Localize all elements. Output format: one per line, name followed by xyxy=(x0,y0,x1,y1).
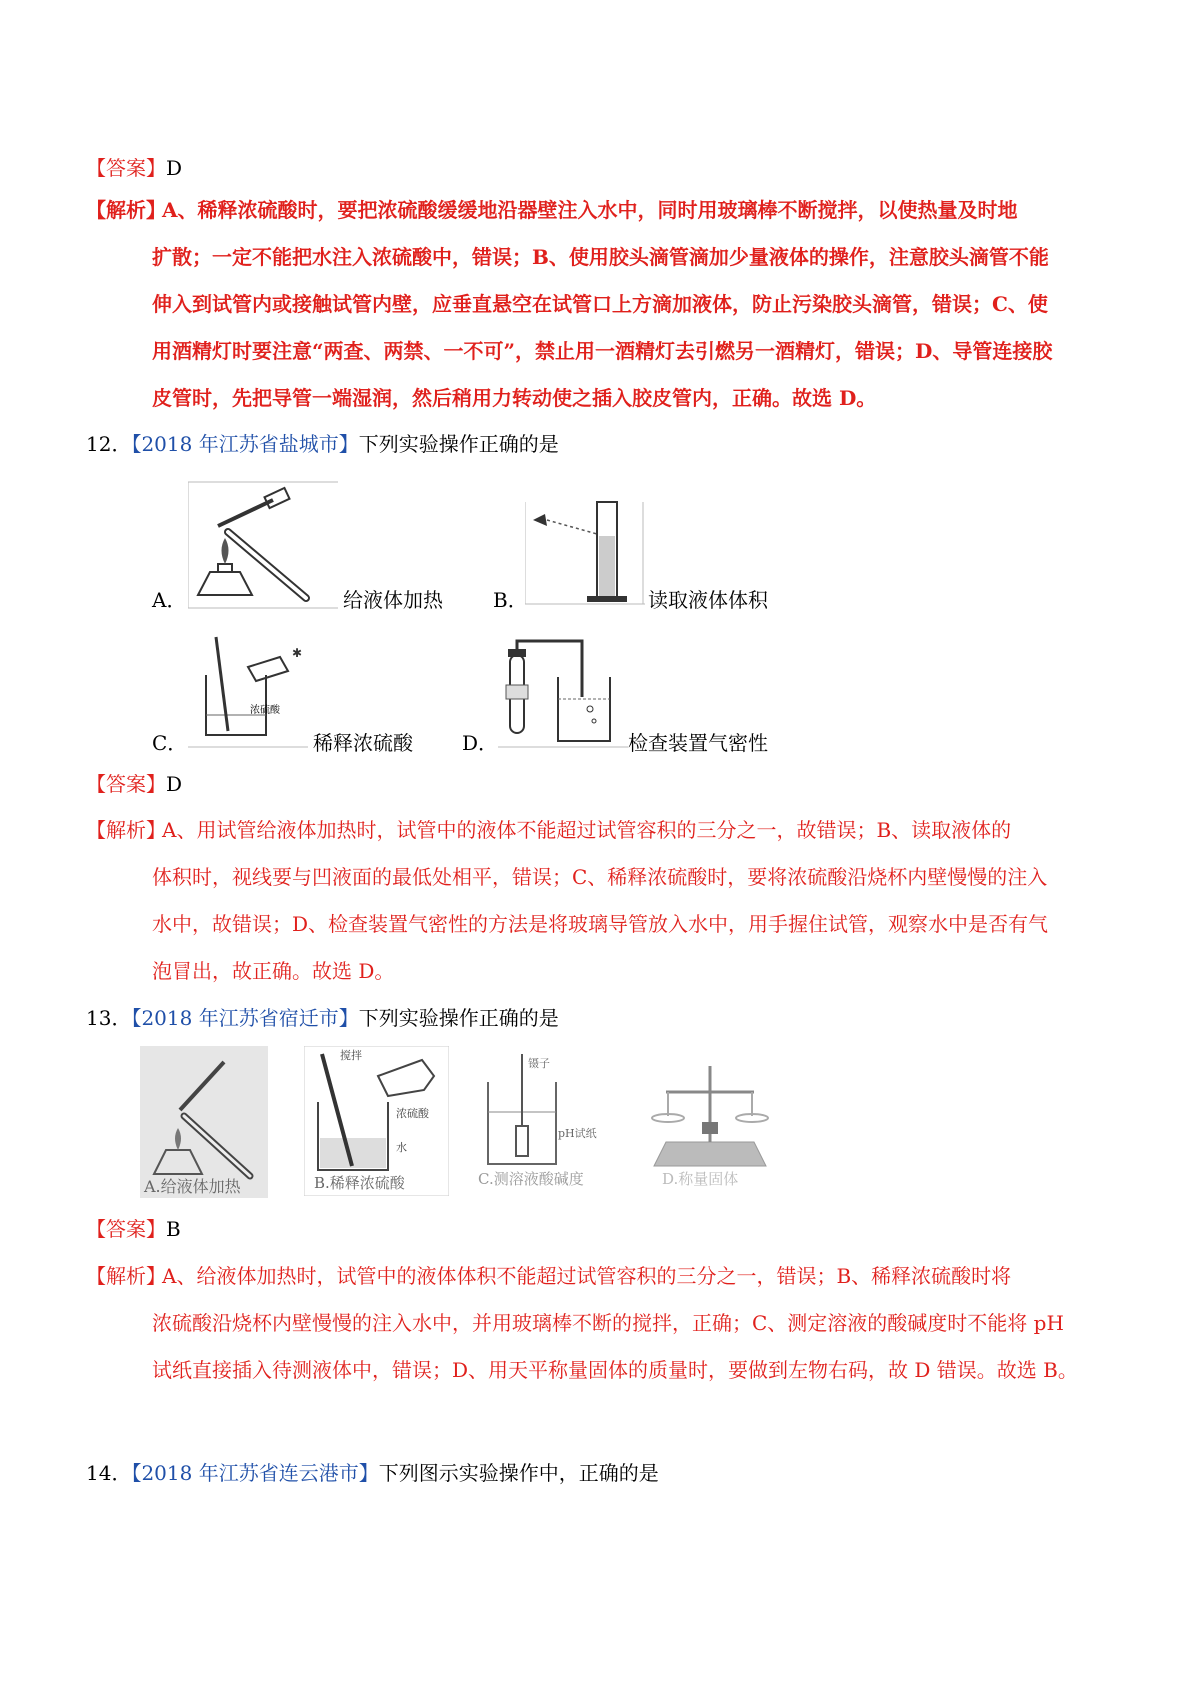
question-number: 14． xyxy=(86,1461,132,1485)
q13-analysis-line-1: A、给液体加热时，试管中的液体体积不能超过试管容积的三分之一，错误；B、稀释浓硫酸时将 xyxy=(162,1264,1012,1288)
q12-option-b-letter: B． xyxy=(493,588,528,612)
q12-option-c-letter: C． xyxy=(152,731,188,755)
q12-option-c-caption: 稀释浓硫酸 xyxy=(313,731,413,755)
q12-option-d-letter: D． xyxy=(462,731,499,755)
q13-figure-b xyxy=(304,1046,449,1196)
question-number: 12． xyxy=(86,432,132,456)
question-text: 下列实验操作正确的是 xyxy=(358,1006,559,1030)
q13-figure-b-caption: B.稀释浓硫酸 xyxy=(314,1174,405,1192)
q14-stem xyxy=(86,1461,659,1485)
q12-option-a-letter: A． xyxy=(152,588,187,612)
q12-analysis-line-2: 体积时，视线要与凹液面的最低处相平，错误；C、稀释浓硫酸时，要将浓硫酸沿烧杯内壁慢慢的注入 xyxy=(152,865,1048,889)
q12-figure-b-reading-volume xyxy=(525,492,645,607)
q13-answer-line xyxy=(86,1217,181,1241)
question-source: 【2018 年江苏省宿迁市】 xyxy=(131,1006,359,1030)
q12-analysis-label: 【解析】 xyxy=(86,818,166,842)
q12-figure-a-heating xyxy=(188,480,338,610)
q13-figure-c-caption: C.测溶液酸碱度 xyxy=(478,1170,584,1188)
answer-value: B xyxy=(166,1217,181,1241)
question-source: 【2018 年江苏省盐城市】 xyxy=(131,432,359,456)
q12-analysis-line-4: 泡冒出，故正确。故选 D。 xyxy=(152,959,395,983)
q13-figure-c xyxy=(478,1046,606,1196)
q11-analysis-line-1: A、稀释浓硫酸时，要把浓硫酸缓缓地沿器壁注入水中，同时用玻璃棒不断搅拌，以使热量及时地 xyxy=(162,198,1018,222)
q12-figure-d-airtightness xyxy=(498,637,628,750)
q13-figure-d-caption: D.称量固体 xyxy=(662,1170,739,1188)
q13-stem xyxy=(86,1006,559,1030)
q12-option-d-caption: 检查装置气密性 xyxy=(628,731,768,755)
answer-label: 【答案】 xyxy=(86,156,166,180)
q12-option-b-caption: 读取液体体积 xyxy=(648,588,768,612)
q13-figure-b-label-stir: 搅拌 xyxy=(340,1049,362,1062)
q13-figure-a-caption: A.给液体加热 xyxy=(144,1177,241,1196)
q12-figure-c-dilution xyxy=(188,635,308,750)
q11-analysis-label: 【解析】 xyxy=(86,198,166,222)
answer-value: D xyxy=(166,156,183,180)
question-source: 【2018 年江苏省连云港市】 xyxy=(131,1461,379,1485)
question-text: 下列图示实验操作中，正确的是 xyxy=(378,1461,659,1485)
q11-analysis-line-5: 皮管时，先把导管一端湿润，然后稍用力转动使之插入胶皮管内，正确。故选 D。 xyxy=(152,386,877,410)
q12-analysis-line-1: A、用试管给液体加热时，试管中的液体不能超过试管容积的三分之一，故错误；B、读取液体的 xyxy=(162,818,1012,842)
answer-label: 【答案】 xyxy=(86,772,166,796)
q13-analysis-line-2: 浓硫酸沿烧杯内壁慢慢的注入水中，并用玻璃棒不断的搅拌，正确；C、测定溶液的酸碱度时不能将 pH xyxy=(152,1311,1064,1335)
q11-analysis-line-3: 伸入到试管内或接触试管内壁，应垂直悬空在试管口上方滴加液体，防止污染胶头滴管，错误；C、使 xyxy=(152,292,1048,316)
q11-answer-line xyxy=(86,156,182,180)
answer-value: D xyxy=(166,772,183,796)
q13-figure-c-label-tweezers: 镊子 xyxy=(528,1057,550,1070)
q13-figure-a xyxy=(140,1046,268,1198)
q13-analysis-label: 【解析】 xyxy=(86,1264,166,1288)
q12-answer-line xyxy=(86,772,182,796)
q13-figure-d xyxy=(646,1046,774,1196)
q13-figure-b-label-acid: 浓硫酸 xyxy=(396,1107,429,1120)
q12-option-a-caption: 给液体加热 xyxy=(343,588,443,612)
q13-figure-c-label-ph-paper: pH试纸 xyxy=(558,1127,597,1140)
q11-analysis-line-2: 扩散；一定不能把水注入浓硫酸中，错误；B、使用胶头滴管滴加少量液体的操作，注意胶头滴管不能 xyxy=(152,245,1049,269)
q12-stem xyxy=(86,432,559,456)
question-text: 下列实验操作正确的是 xyxy=(358,432,559,456)
answer-label: 【答案】 xyxy=(86,1217,166,1241)
q12-analysis-line-3: 水中，故错误；D、检查装置气密性的方法是将玻璃导管放入水中，用手握住试管，观察水中是否有气 xyxy=(152,912,1049,936)
q13-figure-b-label-water: 水 xyxy=(396,1141,407,1154)
q11-analysis-line-4: 用酒精灯时要注意“两查、两禁、一不可”，禁止用一酒精灯去引燃另一酒精灯，错误；D、导管连接胶 xyxy=(152,339,1053,363)
question-number: 13． xyxy=(86,1006,132,1030)
q13-analysis-line-3: 试纸直接插入待测液体中，错误；D、用天平称量固体的质量时，要做到左物右码，故 D 错误。故选 B。 xyxy=(152,1358,1078,1382)
q12-figure-c-label: 浓硫酸 xyxy=(250,705,280,716)
svg-text:✱: ✱ xyxy=(292,646,303,660)
